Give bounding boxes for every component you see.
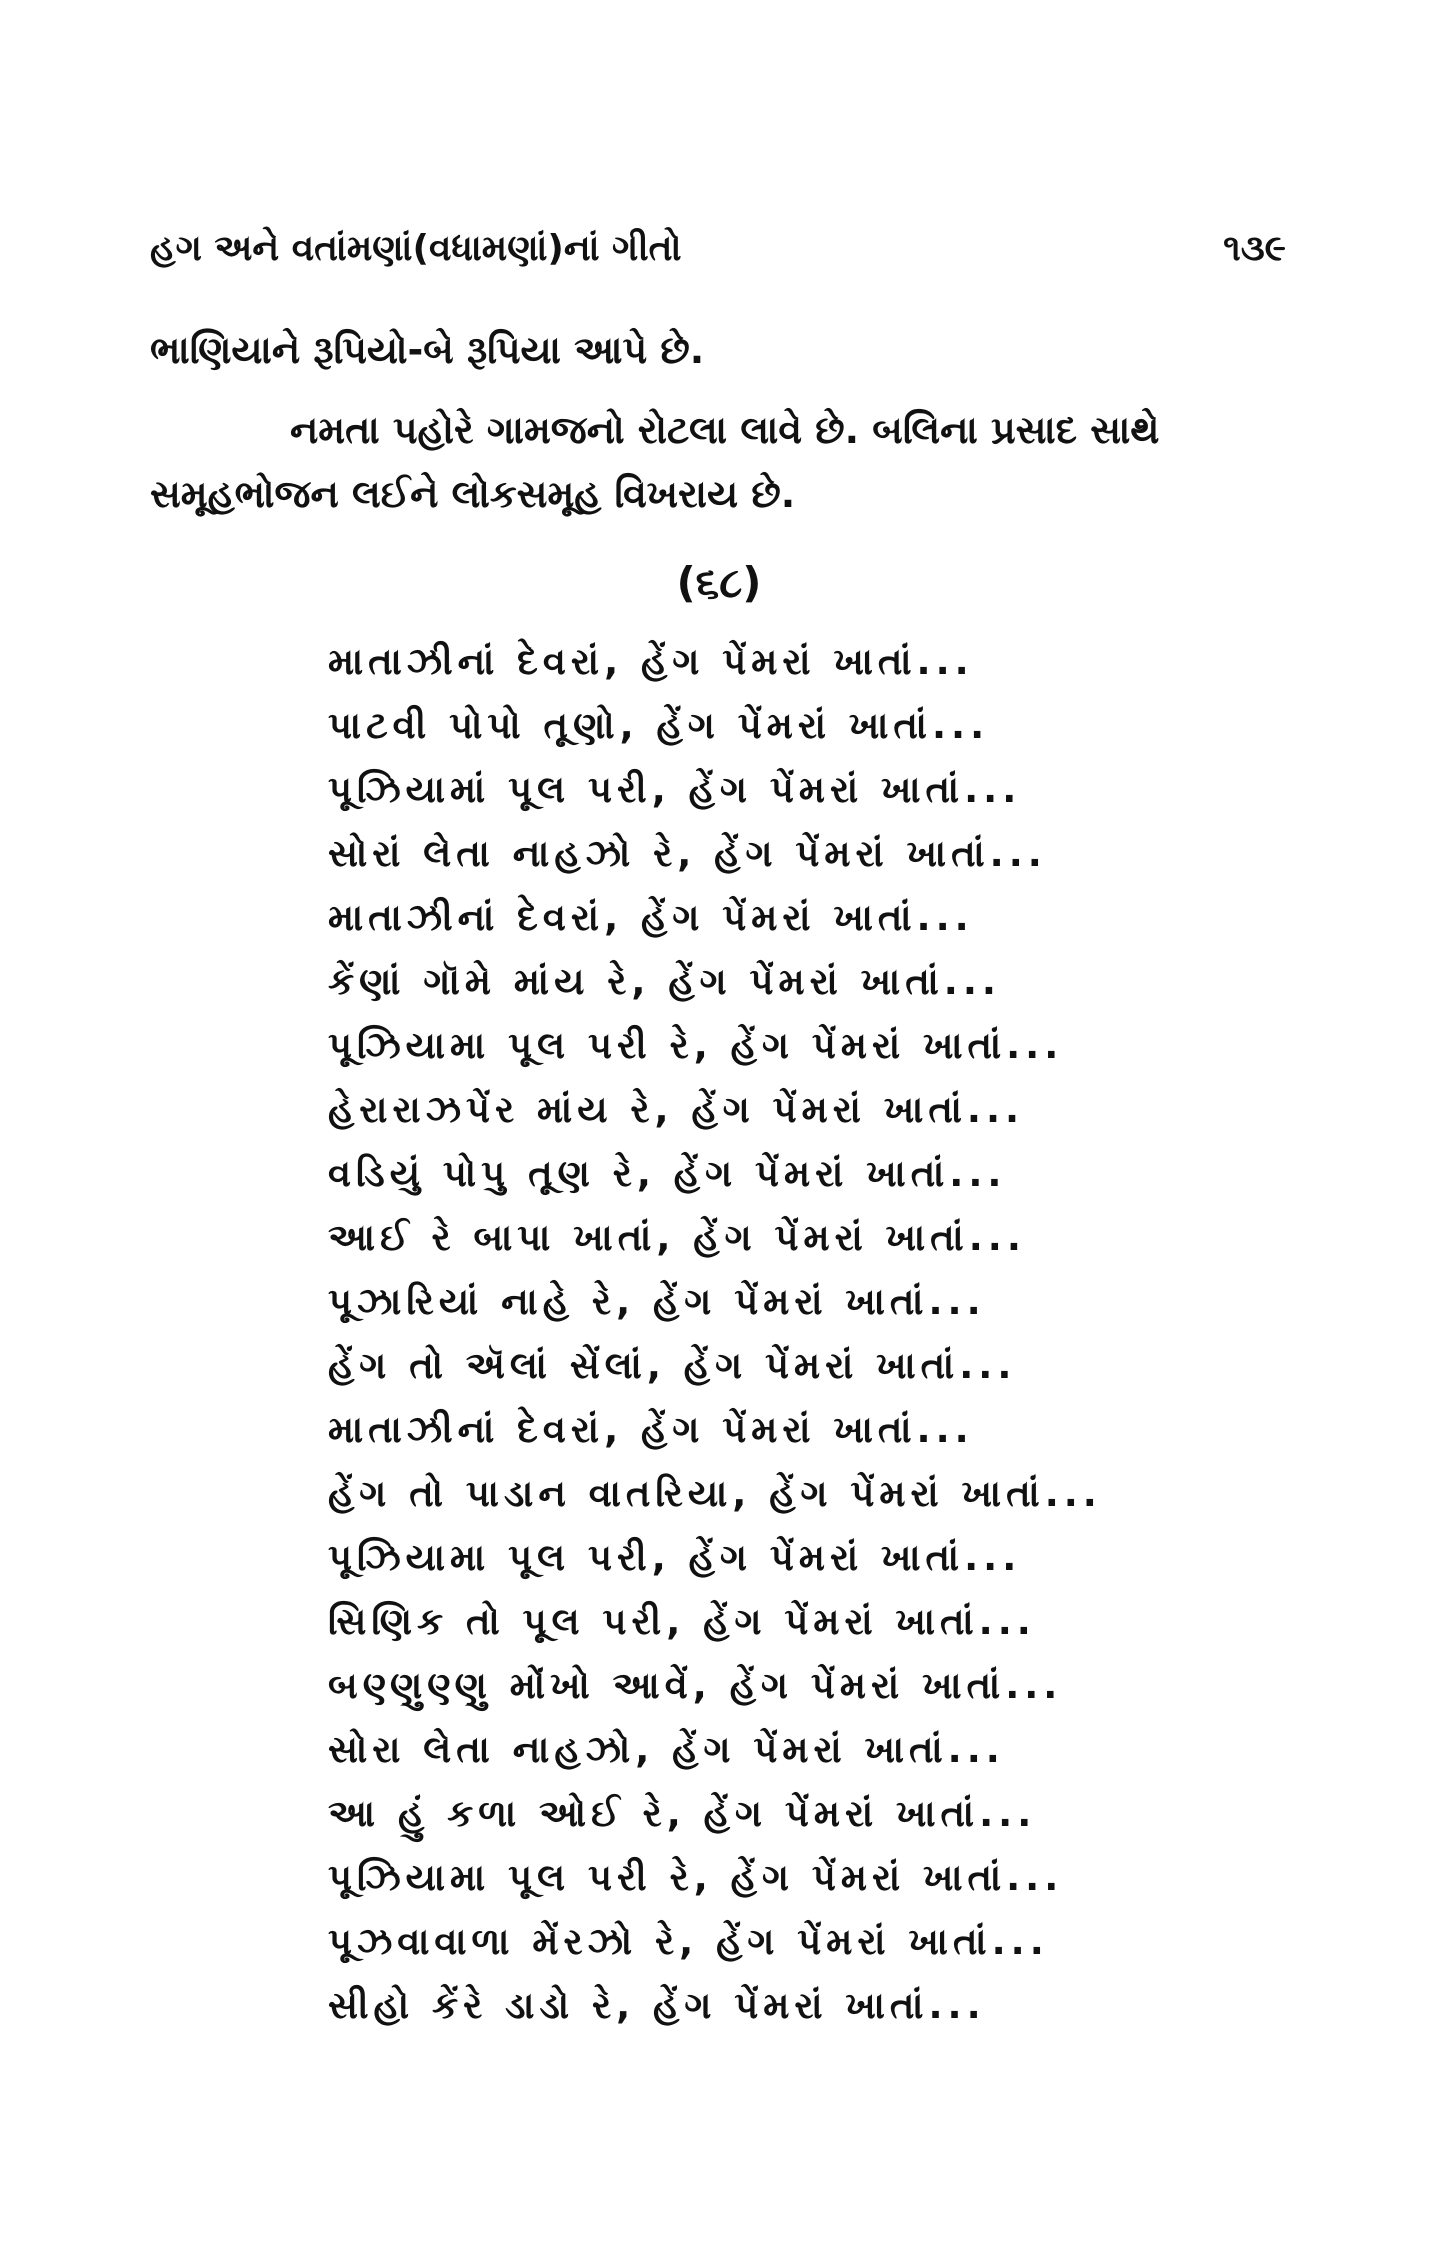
verse-line: હેંગ તો ઍલાં સેંલાં, હેંગ પેંમરાં ખાતાં... bbox=[328, 1344, 1017, 1387]
verse-line: પાટવી પોપો તૂણો, હેંગ પેંમરાં ખાતાં... bbox=[328, 704, 990, 747]
verse-line: સીહો કેંરે ડાડો રે, હેંગ પેંમરાં ખાતાં... bbox=[328, 1984, 986, 2027]
verse-line: બણ્ણુણ્ણુ મોંખો આવેં, હેંગ પેંમરાં ખાતાં... bbox=[328, 1664, 1063, 1707]
verse-line: માતાઝીનાં દેવરાં, હેંગ પેંમરાં ખાતાં... bbox=[328, 1408, 974, 1451]
verse-line: હેંગ તો પાડાન વાતરિયા, હેંગ પેંમરાં ખાતાં... bbox=[328, 1472, 1102, 1515]
running-title: હગ અને વતાંમણાં(વધામણાં)નાં ગીતો bbox=[150, 228, 682, 269]
verse-line: આઈ રે બાપા ખાતાં, હેંગ પેંમરાં ખાતાં... bbox=[328, 1216, 1026, 1259]
verse-line: સિણિક તો પૂલ પરી, હેંગ પેંમરાં ખાતાં... bbox=[328, 1600, 1036, 1643]
song-number: (૬૮) bbox=[676, 558, 762, 607]
verse-line: વડિયું પોપુ તૂણ રે, હેંગ પેંમરાં ખાતાં... bbox=[328, 1152, 1007, 1195]
paragraph-2: નમતા પહોરે ગામજનો રોટલા લાવે છે. બલિના પ્રસાદ સાથે સમૂહભોજન લઈને લોકસમૂહ વિખરાય છે. bbox=[150, 408, 1160, 516]
verse-line: પૂઝિયામા પૂલ પરી રે, હેંગ પેંમરાં ખાતાં... bbox=[328, 1856, 1064, 1899]
verse-line: પૂઝવાવાળા મેંરઝો રે, હેંગ પેંમરાં ખાતાં... bbox=[328, 1920, 1049, 1963]
verse-line: માતાઝીનાં દેવરાં, હેંગ પેંમરાં ખાતાં... bbox=[328, 896, 974, 939]
song-verse-list bbox=[328, 630, 1102, 2038]
verse-line: કેંણાં ગૉમે માંય રે, હેંગ પેંમરાં ખાતાં... bbox=[328, 960, 1001, 1003]
verse-line: સોરાં લેતા નાહઝો રે, હેંગ પેંમરાં ખાતાં... bbox=[328, 832, 1047, 875]
paragraph-1: ભાણિયાને રૂપિયો-બે રૂપિયા આપે છે. bbox=[150, 328, 705, 372]
verse-line: આ હું કળા ઓઈ રે, હેંગ પેંમરાં ખાતાં... bbox=[328, 1792, 1037, 1835]
verse-line: માતાઝીનાં દેવરાં, હેંગ પેંમરાં ખાતાં... bbox=[328, 640, 974, 683]
verse-line: હેરારાઝપેંર માંય રે, હેંગ પેંમરાં ખાતાં... bbox=[328, 1088, 1025, 1131]
page-number: ૧૩૯ bbox=[1223, 228, 1286, 269]
verse-line: પૂઝિયામાં પૂલ પરી, હેંગ પેંમરાં ખાતાં... bbox=[328, 768, 1022, 811]
verse-line: પૂઝિયામા પૂલ પરી રે, હેંગ પેંમરાં ખાતાં... bbox=[328, 1024, 1064, 1067]
verse-line: પૂઝારિયાં નાહે રે, હેંગ પેંમરાં ખાતાં... bbox=[328, 1280, 986, 1323]
verse-line: પૂઝિયામા પૂલ પરી, હેંગ પેંમરાં ખાતાં... bbox=[328, 1536, 1022, 1579]
verse-line: સોરા લેતા નાહઝો, હેંગ પેંમરાં ખાતાં... bbox=[328, 1728, 1005, 1771]
